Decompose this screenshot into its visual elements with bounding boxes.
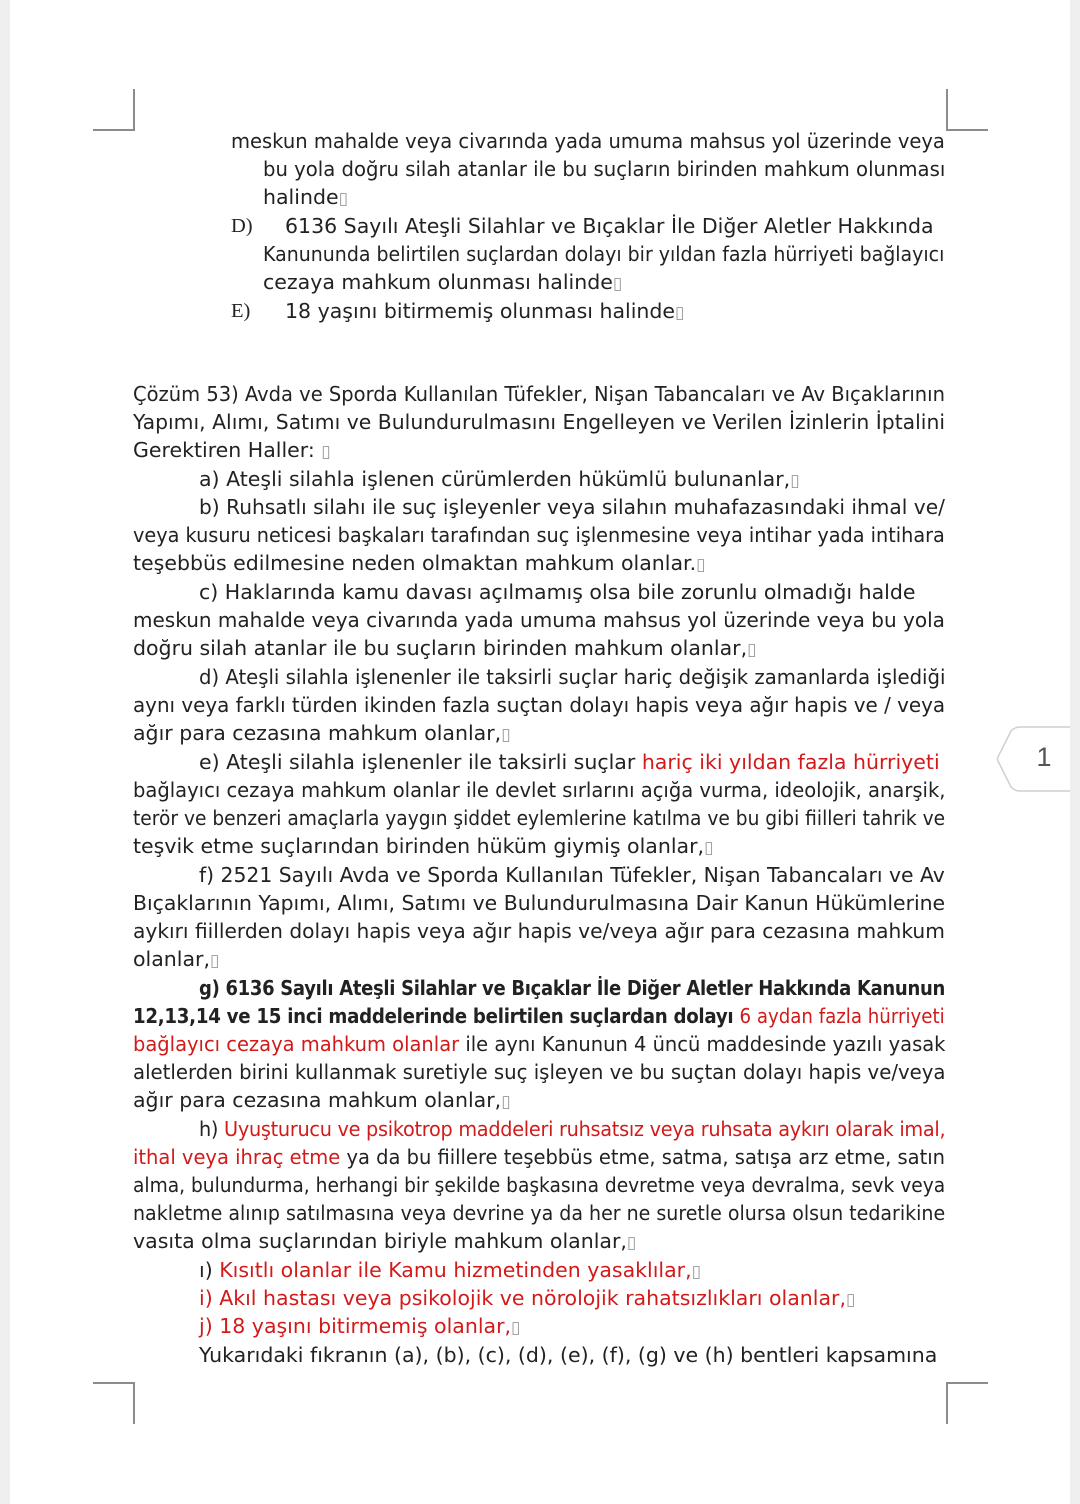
text-line: meskun mahalde veya civarında yada umuma mahsus yol üzerinde veya: [231, 129, 945, 153]
margin-corner-bottom-right: [946, 1382, 988, 1424]
page-number: 1: [1036, 742, 1052, 772]
page-edge-left: [0, 0, 10, 1504]
item-e: e) Ateşli silahla işlenenler ile taksirli suçlar hariç iki yıldan fazla hürriyeti: [199, 750, 940, 774]
page-edge-right: [1070, 0, 1080, 1504]
solution-heading: Çözüm 53) Avda ve Sporda Kullanılan Tüfekler, Nişan Tabancaları ve Av Bıçaklarının: [133, 382, 945, 406]
highlight-red: 6 aydan fazla hürriyeti: [739, 1004, 945, 1028]
text-line: ağır para cezasına mahkum olanlar,▯: [133, 721, 511, 745]
item-h: h) Uyuşturucu ve psikotrop maddeleri ruhsatsız veya ruhsata aykırı olarak imal,: [199, 1117, 946, 1141]
text-line: terör ve benzeri amaçlarla yaygın şiddet eylemlerine katılma ve bu gibi fiilleri tahrik ve: [133, 806, 946, 830]
item-g: g) 6136 Sayılı Ateşli Silahlar ve Bıçaklar İle Diğer Aletler Hakkında Kanunun: [199, 976, 945, 1000]
text-line: nakletme alınıp satılmasına veya devrine ya da her ne suretle olursa olsun tedarikine: [133, 1201, 946, 1225]
text-line: meskun mahalde veya civarında yada umuma mahsus yol üzerinde veya bu yola: [133, 608, 945, 632]
item-j: j) 18 yaşını bitirmemiş olanlar,▯: [199, 1314, 521, 1338]
text-line: vasıta olma suçlarından biriyle mahkum olanlar,▯: [133, 1229, 637, 1253]
text-line: 18 yaşını bitirmemiş olunması halinde▯: [285, 299, 685, 323]
list-letter-d: D): [231, 215, 253, 237]
item-i-dotless: ı) Kısıtlı olanlar ile Kamu hizmetinden yasaklılar,▯: [199, 1258, 701, 1282]
highlight-red: hariç iki yıldan fazla hürriyeti: [641, 750, 940, 774]
text-line: aynı veya farklı türden ikinden fazla suçtan dolayı hapis veya ağır hapis ve / veya: [133, 693, 946, 717]
item-i: i) Akıl hastası veya psikolojik ve nörolojik rahatsızlıkları olanlar,▯: [199, 1286, 856, 1310]
item-a: a) Ateşli silahla işlenen cürümlerden hükümlü bulunanlar,▯: [199, 467, 800, 491]
solution-heading: Yapımı, Alımı, Satımı ve Bulundurulmasını Engelleyen ve Verilen İzinlerin İptalini: [133, 410, 946, 434]
margin-corner-bottom-left: [93, 1382, 135, 1424]
text-line: ithal veya ihraç etme ya da bu fiillere teşebbüs etme, satma, satışa arz etme, satın: [133, 1145, 945, 1169]
solution-heading: Gerektiren Haller: ▯: [133, 438, 331, 462]
highlight-red: ithal veya ihraç etme: [133, 1145, 341, 1169]
text-line: 12,13,14 ve 15 inci maddelerinde belirtilen suçlardan dolayı 6 aydan fazla hürriyeti: [133, 1004, 945, 1028]
text-line: Yukarıdaki fıkranın (a), (b), (c), (d), (e), (f), (g) ve (h) bentleri kapsamına: [199, 1343, 938, 1367]
text-line: cezaya mahkum olunması halinde▯: [263, 270, 623, 294]
text-line: Bıçaklarının Yapımı, Alımı, Satımı ve Bulundurulmasına Dair Kanun Hükümlerine: [133, 891, 946, 915]
text-line: halinde▯: [263, 185, 348, 209]
highlight-red: Kısıtlı olanlar ile Kamu hizmetinden yasaklılar,: [219, 1258, 692, 1282]
item-d: d) Ateşli silahla işlenenler ile taksirli suçlar hariç değişik zamanlarda işlediği: [199, 665, 946, 689]
page-number-badge[interactable]: [996, 726, 1070, 792]
highlight-red: Uyuşturucu ve psikotrop maddeleri ruhsatsız veya ruhsata aykırı olarak imal,: [224, 1117, 946, 1141]
item-f: f) 2521 Sayılı Avda ve Sporda Kullanılan Tüfekler, Nişan Tabancaları ve Av: [199, 863, 945, 887]
text-line: bağlayıcı cezaya mahkum olanlar ile aynı Kanunun 4 üncü maddesinde yazılı yasak: [133, 1032, 946, 1056]
list-letter-e: E): [231, 300, 251, 322]
text-line: teşebbüs edilmesine neden olmaktan mahkum olanlar.▯: [133, 551, 706, 575]
text-line: Kanununda belirtilen suçlardan dolayı bir yıldan fazla hürriyeti bağlayıcı: [263, 242, 945, 266]
text-line: alma, bulundurma, herhangi bir şekilde başkasına devretme veya devralma, sevk veya: [133, 1173, 946, 1197]
text-line: doğru silah atanlar ile bu suçların birinden mahkum olanlar,▯: [133, 636, 757, 660]
margin-corner-top-right: [946, 89, 988, 131]
text-line: veya kusuru neticesi başkaları tarafından suç işlenmesine veya intihar yada intihara: [133, 523, 945, 547]
text-line: bu yola doğru silah atanlar ile bu suçların birinden mahkum olunması: [263, 157, 946, 181]
text-line: olanlar,▯: [133, 947, 220, 971]
text-line: teşvik etme suçlarından birinden hüküm giymiş olanlar,▯: [133, 834, 714, 858]
item-c: c) Haklarında kamu davası açılmamış olsa bile zorunlu olmadığı halde: [199, 580, 916, 604]
item-b: b) Ruhsatlı silahı ile suç işleyenler veya silahın muhafazasındaki ihmal ve/: [199, 495, 945, 519]
text-line: bağlayıcı cezaya mahkum olanlar ile devlet sırlarını açığa vurma, ideolojik, anarşik,: [133, 778, 946, 802]
text-line: aletlerden birini kullanmak suretiyle suç işleyen ve bu suçtan dolayı hapis ve/veya: [133, 1060, 946, 1084]
text-line: 6136 Sayılı Ateşli Silahlar ve Bıçaklar İle Diğer Aletler Hakkında: [285, 214, 934, 238]
text-line: aykırı fiillerden dolayı hapis veya ağır hapis ve/veya ağır para cezasına mahkum: [133, 919, 945, 943]
highlight-red: bağlayıcı cezaya mahkum olanlar: [133, 1032, 460, 1056]
text-line: ağır para cezasına mahkum olanlar,▯: [133, 1088, 511, 1112]
margin-corner-top-left: [93, 89, 135, 131]
